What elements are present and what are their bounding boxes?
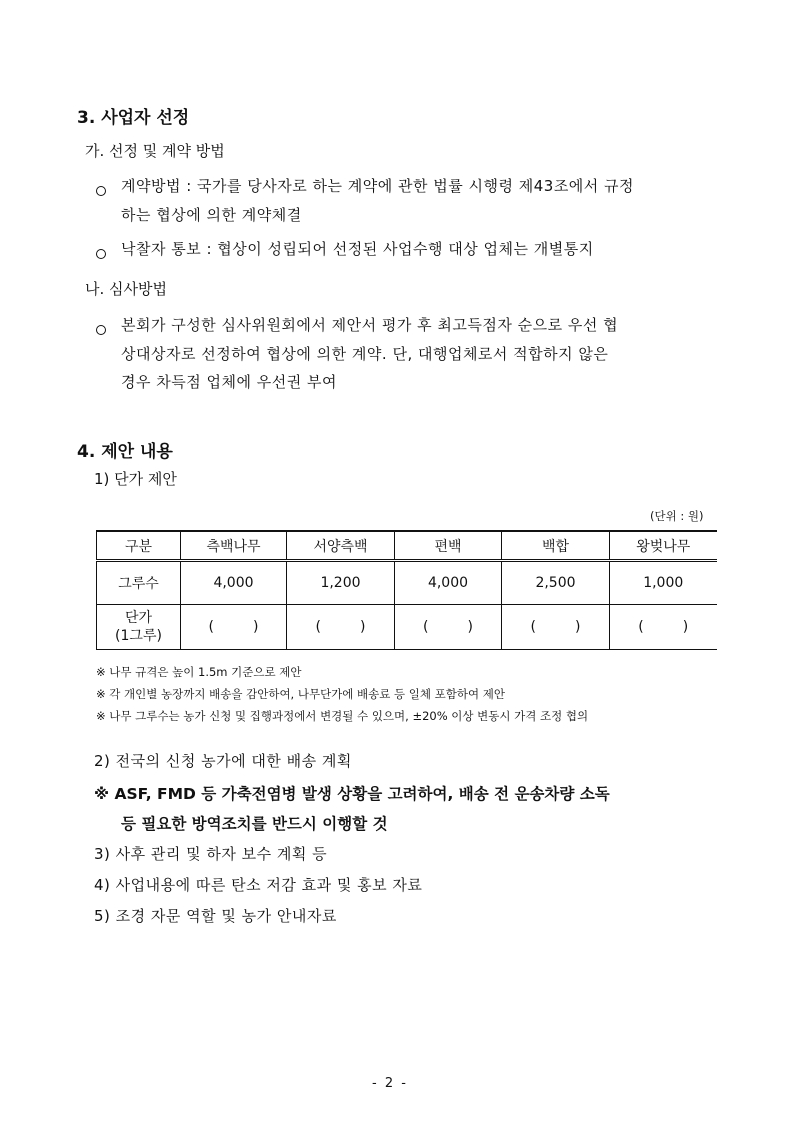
unit-price-table [96, 530, 717, 650]
table-header-row [97, 531, 717, 561]
paren-open: ( [208, 619, 214, 635]
price-input-cell [181, 605, 287, 650]
note-3: ※ 나무 그루수는 농가 신청 및 집행과정에서 변경될 수 있으며, ±20% 이상 변동시 가격 조정 협의 [96, 709, 589, 723]
table-row [97, 605, 717, 650]
item-1: 1) 단가 제안 [94, 470, 177, 488]
subsection-ga: 가. 선정 및 계약 방법 [85, 142, 225, 160]
row-label-line-1: 단가 [124, 610, 153, 626]
ga-item-1-line-2: 하는 협상에 의한 계약체결 [121, 206, 302, 224]
header-cell: 구분 [97, 531, 181, 561]
bullet-circle-icon [96, 181, 106, 200]
paren-close: ) [575, 619, 581, 635]
bullet-circle-icon [96, 320, 106, 339]
table-cell: 4,000 [395, 561, 502, 605]
na-item-line-3: 경우 차득점 업체에 우선권 부여 [121, 373, 337, 391]
paren-close: ) [253, 619, 259, 635]
item-2: 2) 전국의 신청 농가에 대한 배송 계획 [94, 752, 352, 770]
item-3: 3) 사후 관리 및 하자 보수 계획 등 [94, 845, 328, 863]
note-2: ※ 각 개인별 농장까지 배송을 감안하여, 나무단가에 배송료 등 일체 포함하여 제안 [96, 687, 505, 701]
unit-label: (단위 : 원) [650, 509, 704, 523]
ga-item-1-line-1: 계약방법 : 국가를 당사자로 하는 계약에 관한 법률 시행령 제43조에서 규정 [121, 177, 635, 195]
ga-item-2: 낙찰자 통보 : 협상이 성립되어 선정된 사업수행 대상 업체는 개별통지 [121, 240, 594, 258]
price-input-cell [610, 605, 717, 650]
row-label-line-2: (1그루) [115, 628, 162, 644]
paren-open: ( [638, 619, 644, 635]
bullet-circle-icon [96, 244, 106, 263]
price-input-cell [395, 605, 502, 650]
header-cell: 백합 [502, 531, 610, 561]
price-input-cell [287, 605, 395, 650]
paren-close: ) [682, 619, 689, 635]
paren-close: ) [360, 619, 366, 635]
table-cell: 2,500 [502, 561, 610, 605]
header-cell: 서양측백 [287, 531, 395, 561]
table-row [97, 561, 717, 605]
header-cell: 왕벚나무 [610, 531, 717, 561]
paren-open: ( [423, 619, 429, 635]
na-item-line-1: 본회가 구성한 심사위원회에서 제안서 평가 후 최고득점자 순으로 우선 협 [121, 316, 619, 334]
paren-close: ) [467, 619, 473, 635]
note-1: ※ 나무 규격은 높이 1.5m 기준으로 제안 [96, 665, 302, 679]
na-item-line-2: 상대상자로 선정하여 협상에 의한 계약. 단, 대행업체로서 적합하지 않은 [121, 345, 609, 363]
section-3-title: 3. 사업자 선정 [77, 108, 190, 128]
row-label: 그루수 [97, 561, 181, 605]
table-cell: 1,000 [610, 561, 717, 605]
table-cell: 1,200 [287, 561, 395, 605]
warning-line-1: ※ ASF, FMD 등 가축전염병 발생 상황을 고려하여, 배송 전 운송차량 소독 [94, 785, 610, 803]
warning-line-2: 등 필요한 방역조치를 반드시 이행할 것 [121, 815, 388, 833]
header-cell: 편백 [395, 531, 502, 561]
page-number: - 2 - [372, 1076, 408, 1091]
paren-open: ( [530, 619, 536, 635]
subsection-na: 나. 심사방법 [85, 280, 167, 298]
row-label [97, 605, 181, 650]
section-4-title: 4. 제안 내용 [77, 442, 173, 462]
item-5: 5) 조경 자문 역할 및 농가 안내자료 [94, 907, 337, 925]
price-input-cell [502, 605, 610, 650]
item-4: 4) 사업내용에 따른 탄소 저감 효과 및 홍보 자료 [94, 876, 423, 894]
table-cell: 4,000 [181, 561, 287, 605]
paren-open: ( [315, 619, 321, 635]
header-cell: 측백나무 [181, 531, 287, 561]
